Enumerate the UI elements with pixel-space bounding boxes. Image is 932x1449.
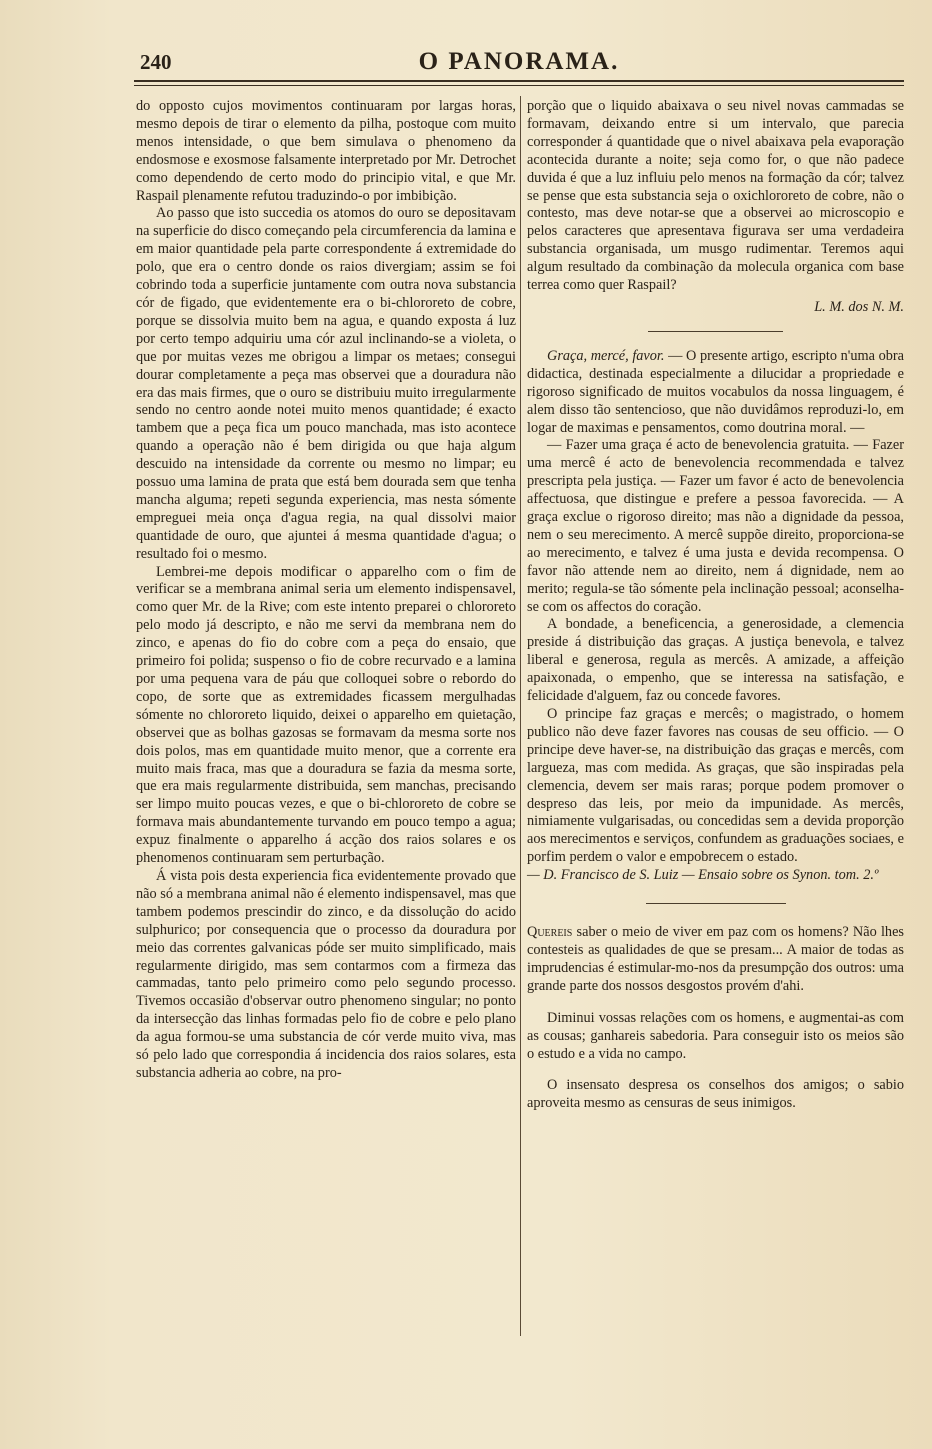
article-intro <box>527 348 904 438</box>
section-divider <box>646 903 786 904</box>
article-heading: Graça, mercé, favor. <box>547 347 665 364</box>
paragraph: do opposto cujos movimentos continuaram por largas horas, mesmo depois de tirar o elemento da pilha, postoque com muito menos intensidade, o que bem simulava o phenomeno da endosmose e exosmose falsamente interpretado por Mr. Detrochet como dependendo de certo modo do principio vital, e que Mr. Raspail plenamente refutou traduzindo-o por imbibição. <box>136 98 516 204</box>
maxim: Diminui vossas relações com os homens, e augmentai-as com as cousas; ganhareis sabedoria. Para conseguir isto os meios são o estudo e a vida no campo. <box>527 1009 904 1062</box>
right-column <box>527 98 904 1113</box>
page-header <box>134 48 904 84</box>
paragraph: O principe faz graças e mercês; o magistrado, o homem publico não deve fazer favores nas cousas de seu officio. — O principe deve haver-se, na distribuição das graças e mercês, com largueza, mas com medida. As graças, que são inspiradas pela clemencia, devem ser mais raras; porque podem promover o despreso das leis, por meio da impunidade. As mercês, nimiamente vulgarisadas, ou concedidas sem a devida proporção aos merecimentos e serviços, confundem as graduações sociaes, e porfim perdem o valor e empobrecem o estado. <box>527 706 904 866</box>
section-divider <box>648 331 783 332</box>
maxim-first-word: Quereis <box>527 924 573 941</box>
paragraph: A bondade, a beneficencia, a generosidade, a clemencia preside á distribuição das graças. A justiça benevola, e talvez liberal e generosa, regula as mercês. A amizade, a affeição apaixonada, o empenho, que se interessa na satisfação, e felicidade d'alguem, faz ou concede favores. <box>527 616 904 705</box>
spacer <box>527 996 904 1010</box>
paragraph: Lembrei-me depois modificar o apparelho com o fim de verificar se a membrana animal seria um elemento indispensavel, como quer Mr. de la Rive; com este intento preparei o chlororeto pelo modo já descripto, e não me servi da membrana nem do zinco, e apenas do fio do cobre com a peça do ensaio, que primeiro foi polida; suspenso o fio de cobre recurvado e a lamina por uma pequena vara de páu que colloquei sobre o rebordo do copo, de sorte que as extremidades ficassem mergulhadas sómente no chlororeto liquido, deixei o apparelho em quietação, observei que as bolhas gazosas se formavam da mesma sorte nos dois polos, mas em quantidade muito menor, que a corrente era muito mais fraca, mas que a douradura se fazia da mesma sorte, que era mais regularmente distribuida, sem manchas, precisando ser limpo muito poucas vezes, e que o bi-chlororeto de cobre se formava mais abundantemente turvando em pouco tempo a agua; expuz finalmente o apparelho á acção dos raios solares e os phenomenos continuaram sem perturbação. <box>136 563 516 867</box>
paragraph: Á vista pois desta experiencia fica evidentemente provado que não só a membrana animal não é elemento indispensavel, mas que tambem podemos prescindir do zinco, e da dissolução do acido sulphurico; por consequencia que o processo da douradura por meio das correntes galvanicas póde ser muito simplificado, mais regularmente dirigido, mas sem contarmos com a firmeza das cammadas, tanto pelo primeiro como pelo segundo processo. Tivemos occasião d'observar outro phenomeno singular; no ponto da intersecção das linhas formadas pelo fio de cobre e pelo plano da agua formou-se uma substancia de cór verde muito viva, mas só pelo lado que correspondia á incidencia dos raios solares, esta substancia adheria ao cobre, na pro- <box>136 867 516 1081</box>
page-number: 240 <box>140 50 172 74</box>
spacer <box>527 1063 904 1077</box>
column-divider <box>520 96 521 1336</box>
maxim-text: saber o meio de viver em paz com os homens? Não lhes contesteis as qualidades de que se presam... A maior de todas as imprudencias é estimular-mo-nos da presumpção dos outros: uma grande parte dos nossos desgostos provém d'ahi. <box>527 924 904 994</box>
header-rule <box>134 80 904 86</box>
author-signature: L. M. dos N. M. <box>814 298 904 315</box>
journal-title: O PANORAMA. <box>418 48 620 75</box>
paragraph: — Fazer uma graça é acto de benevolencia gratuita. — Fazer uma mercê é acto de benevolencia recommendada e talvez prescripta pela justiça. — Fazer um favor é acto de benevolencia affectuosa, que distingue e prefere a pessoa favorecida. — A graça exclue o rigoroso direito; mas não a dignidade da pessoa, nem o seu merecimento. A mercê suppõe direito, proporciona-se ao merecimento, e talvez é uma justa e devida recompensa. O favor não attende nem ao direito, nem á dignidade, nem ao merito; regula-se tão sómente pela inclinação pessoal; aconselha-se com os affectos do coração. <box>527 437 904 615</box>
paragraph: porção que o liquido abaixava o seu nivel novas cammadas se formavam, deixando entre si um intervalo, que parecia corresponder á quantidade que o nivel abaixava pela evaporação acontecida durante a noite; seja como for, o que não padece duvida é que a luz influiu pelo menos na formação da cór; talvez se pense que esta substancia seja o oxichlororeto de cobre, não o contesto, mas deve notar-se que a observei ao microscopio e pelos caracteres que apresentava figurava ser uma verdadeira substancia organisada, um musgo rudimentar. Teremos aqui algum resultado da combinação da molecula organica com base terrea como quer Raspail? <box>527 98 904 294</box>
maxim <box>527 924 904 996</box>
article-intro-text: — O presente artigo, escripto n'uma obra didactica, destinada especialmente a dilucidar a propriedade e rigoroso significado de muitos vocabulos da nossa linguagem, é alem disso tão sentencioso, que não duvidâmos reproduzi-lo, em logar de maximas e pensamentos, como doutrina moral. — <box>527 347 904 436</box>
maxim: O insensato despresa os conselhos dos amigos; o sabio aproveita mesmo as censuras de seus inimigos. <box>527 1077 904 1112</box>
paragraph: Ao passo que isto succedia os atomos do ouro se depositavam na superficie do disco começando pela circumferencia da lamina e em maior quantidade pela parte correspondente á extremidade do polo, que era o centro donde os raios divergiam; assim se foi cobrindo toda a superficie juntamente com outra nova substancia cór de figado, que evidentemente era o bi-chlororeto de cobre, porque se dissolvia muito bem na agua, e quando exposta á luz por certo tempo adquiriu uma cór azul inclinando-se a violeta, o que por muitas vezes me obrigou a limpar os metaes; consegui dourar completamente a peça mas observei que a douradura não era das mais firmes, que o ouro se distribuiu muito irregularmente sendo no centro aonde notei muito menos quantidade; é exacto tambem que a peça fica um pouco manchada, mas isto acontece quando a operação não é bem dirigida ou que haja algum descuido na intensidade da corrente ou mesmo no limpar; eu possuo uma lamina de prata que está bem dourada sem que tenha mancha alguma; repeti segunda experiencia, mas nesta sómente empreguei meia onça d'agua regia, na qual dissolvi maior quantidade de ouro, que ajuntei á mesma quantidade d'agua; o resultado foi o mesmo. <box>136 205 516 562</box>
article-source: — D. Francisco de S. Luiz — Ensaio sobre os Synon. tom. 2.º <box>527 867 879 884</box>
left-column <box>136 98 516 1083</box>
